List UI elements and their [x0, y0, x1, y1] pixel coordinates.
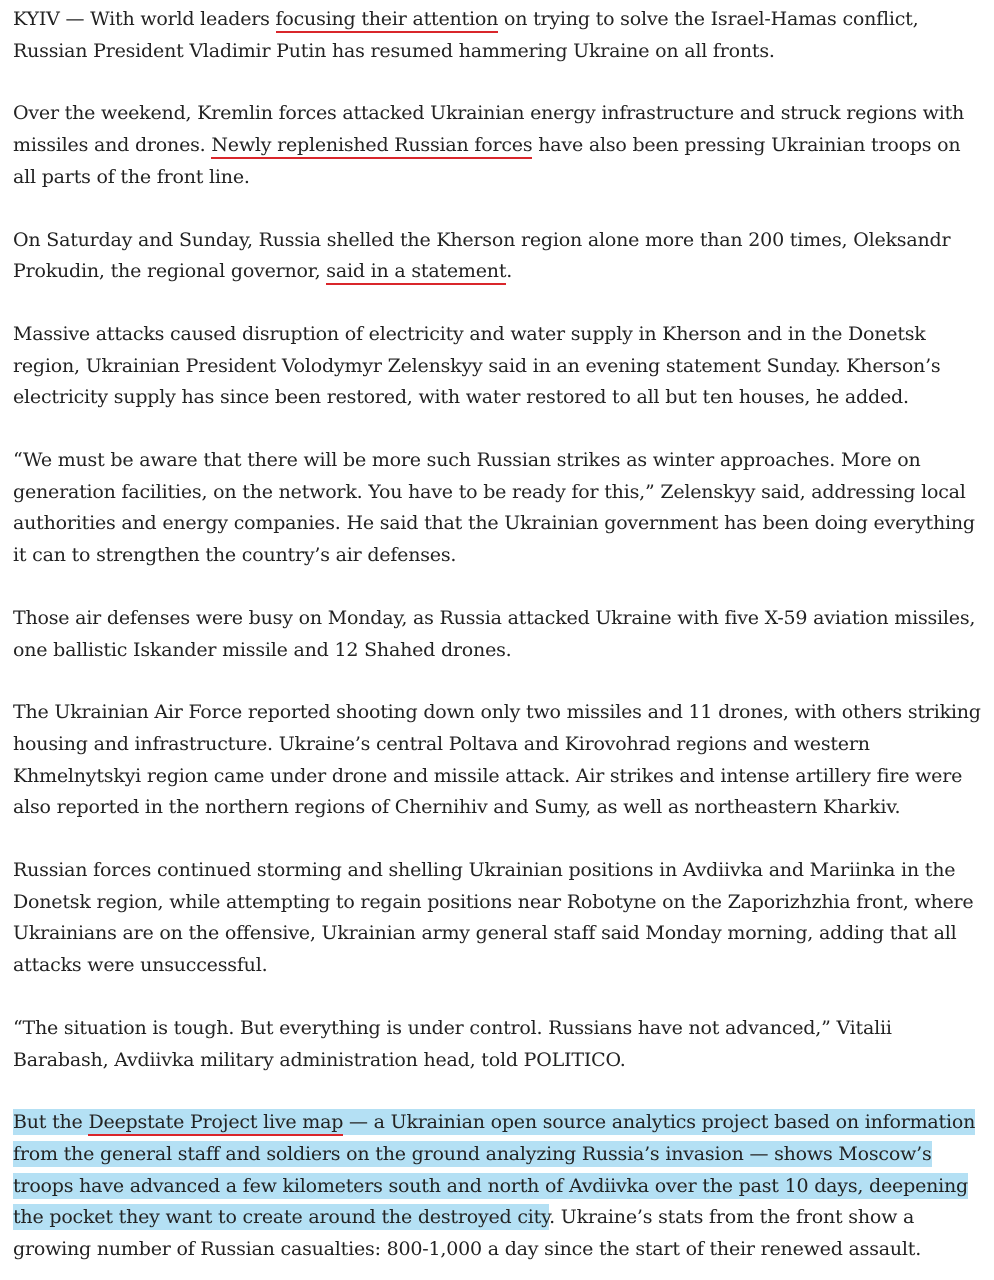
paragraph-text: Over the weekend, Kremlin forces attacked Ukrainian energy infrastructure and struck regions with missiles and drones.	[13, 102, 965, 157]
paragraph-text: on trying to solve the Israel-Hamas conflict, Russian President Vladimir Putin has resumed hammering Ukraine on all fronts.	[13, 8, 919, 62]
link-replenished-forces[interactable]: Newly replenished Russian forces	[211, 134, 532, 159]
link-focusing-attention[interactable]: focusing their attention	[276, 8, 499, 33]
paragraph-front-storming: Russian forces continued storming and shelling Ukrainian positions in Avdiivka and Mariinka in the Donetsk region, while attempting to regain positions near Robotyne on the Zaporizhzhia front, where Ukrainians are on the offensive, Ukrainian army general staff said Monday morning, adding that all attacks were unsuccessful.	[13, 859, 974, 977]
paragraph-text: — a Ukrainian open source analytics project based on information from the general staff and soldiers on the ground analyzing Russia’s invasion — shows Moscow’s troops have advanced a few kilometers south and north of Avdiivka over the past 10 days, deepening the pocket they want to create around the destroyed city	[13, 1111, 976, 1229]
paragraph-air-force-report: The Ukrainian Air Force reported shooting down only two missiles and 11 drones, with others striking housing and infrastructure. Ukraine’s central Poltava and Kirovohrad regions and western Khmelnytskyi region came under drone and missile attack. Air strikes and intense artillery fire were also reported in the northern regions of Chernihiv and Sumy, as well as northeastern Kharkiv.	[13, 701, 981, 819]
paragraph-air-defenses: Those air defenses were busy on Monday, as Russia attacked Ukraine with five X-59 aviation missiles, one ballistic Iskander missile and 12 Shahed drones.	[13, 606, 976, 661]
paragraph-text: KYIV — With world leaders	[13, 8, 276, 30]
paragraph-text: .	[506, 260, 513, 283]
article-body	[13, 4, 981, 1266]
link-deepstate-map[interactable]: Deepstate Project live map	[88, 1111, 343, 1136]
paragraph-intro	[13, 4, 981, 67]
paragraph-kherson-shelling	[13, 225, 981, 288]
paragraph-weekend-attacks	[13, 98, 981, 193]
paragraph-deepstate	[13, 1107, 981, 1266]
paragraph-barabash-quote: “The situation is tough. But everything is under control. Russians have not advanced,” Vitalii Barabash, Avdiivka military administration head, told POLITICO.	[13, 1016, 892, 1071]
link-statement[interactable]: said in a statement	[326, 260, 506, 285]
paragraph-text: . Ukraine’s stats from the front show a growing number of Russian casualties: 800-1,000 a day since the start of their renewed assault.	[13, 1206, 922, 1261]
paragraph-text: But the	[13, 1111, 89, 1134]
paragraph-zelenskyy-quote: “We must be aware that there will be more such Russian strikes as winter approaches. More on generation facilities, on the network. You have to be ready for this,” Zelenskyy said, addressing local authorities and energy companies. He said that the Ukrainian government has been doing everything it can to strengthen the country’s air defenses.	[13, 449, 975, 567]
paragraph-disruption: Massive attacks caused disruption of electricity and water supply in Kherson and in the Donetsk region, Ukrainian President Volodymyr Zelenskyy said in an evening statement Sunday. Kherson’s electricity supply has since been restored, with water restored to all but ten houses, he added.	[13, 322, 941, 409]
paragraph-text: On Saturday and Sunday, Russia shelled the Kherson region alone more than 200 times, Oleksandr Prokudin, the regional governor,	[13, 228, 951, 283]
paragraph-text: have also been pressing Ukrainian troops on all parts of the front line.	[13, 134, 961, 188]
